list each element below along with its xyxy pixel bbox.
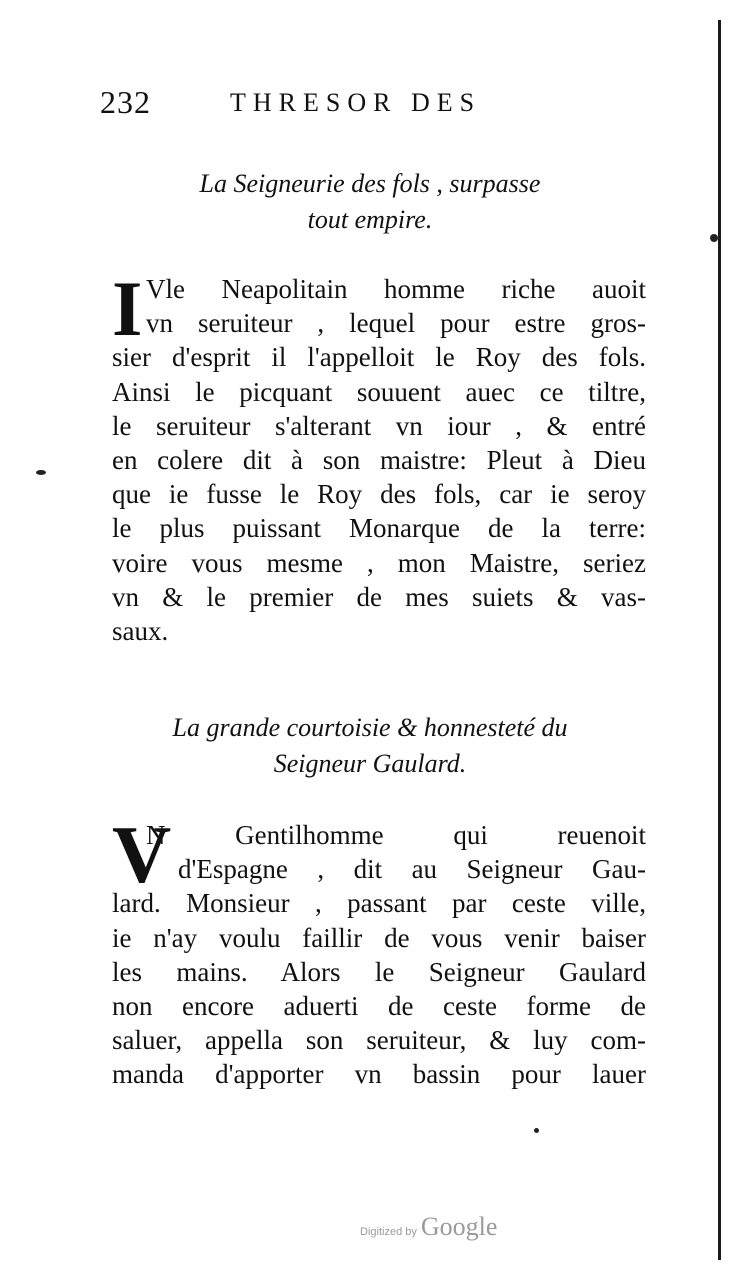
text-line: Ainsi le picquant souuent auec ce tiltre, <box>112 376 646 407</box>
heading-line: tout empire. <box>307 205 433 234</box>
text-line: N Gentilhomme qui reuenoit <box>146 820 646 850</box>
heading-line: Seigneur Gaulard. <box>273 749 467 778</box>
ink-speck <box>534 1128 539 1133</box>
page-number: 232 <box>100 84 151 120</box>
text-line: d'Espagne , dit au Seigneur Gau- <box>178 854 646 885</box>
text-line: que ie fusse le Roy des fols, car ie seroy <box>112 479 646 510</box>
ink-speck <box>710 234 718 242</box>
text-line: sier d'esprit il l'appelloit le Roy des fols. <box>112 342 646 373</box>
text-line: vn & le premier de mes suiets & vas- <box>112 581 646 612</box>
text-line: le plus puissant Monarque de la terre: <box>112 513 646 544</box>
text-line: voire vous mesme , mon Maistre, seriez <box>112 547 646 578</box>
text-line: les mains. Alors le Seigneur Gaulard <box>112 956 646 987</box>
section-heading <box>110 166 630 238</box>
section-paragraph <box>112 809 646 1092</box>
text-line: le seruiteur s'alterant vn iour , & entré <box>112 410 646 441</box>
drop-cap: I <box>112 265 143 352</box>
text-line: manda d'apporter vn bassin pour lauer <box>112 1059 646 1090</box>
text-line: vn seruiteur , lequel pour estre gros- <box>146 308 646 339</box>
drop-cap: V <box>112 809 172 900</box>
section-heading <box>110 710 630 782</box>
text-line: lard. Monsieur , passant par ceste ville, <box>112 888 646 919</box>
text-line: ie n'ay voulu faillir de vous venir baiser <box>112 922 646 953</box>
watermark-brand: Google <box>420 1212 498 1241</box>
text-line: saux. <box>112 616 169 647</box>
watermark-prefix: Digitized by <box>360 1226 417 1238</box>
text-line: non encore aduerti de ceste forme de <box>112 991 646 1022</box>
section-paragraph <box>112 265 646 648</box>
heading-line: La Seigneurie des fols , surpasse <box>199 169 541 198</box>
text-line: en colere dit à son maistre: Pleut à Dieu <box>112 445 646 476</box>
text-line: saluer, appella son seruiteur, & luy com- <box>112 1025 646 1056</box>
page-edge-line <box>718 20 721 1260</box>
running-title: THRESOR DES <box>230 88 482 117</box>
google-watermark <box>360 1212 497 1242</box>
page-header <box>100 84 560 124</box>
ink-speck <box>36 470 46 475</box>
text-line: Vle Neapolitain homme riche auoit <box>146 274 646 304</box>
heading-line: La grande courtoisie & honnesteté du <box>172 713 568 742</box>
